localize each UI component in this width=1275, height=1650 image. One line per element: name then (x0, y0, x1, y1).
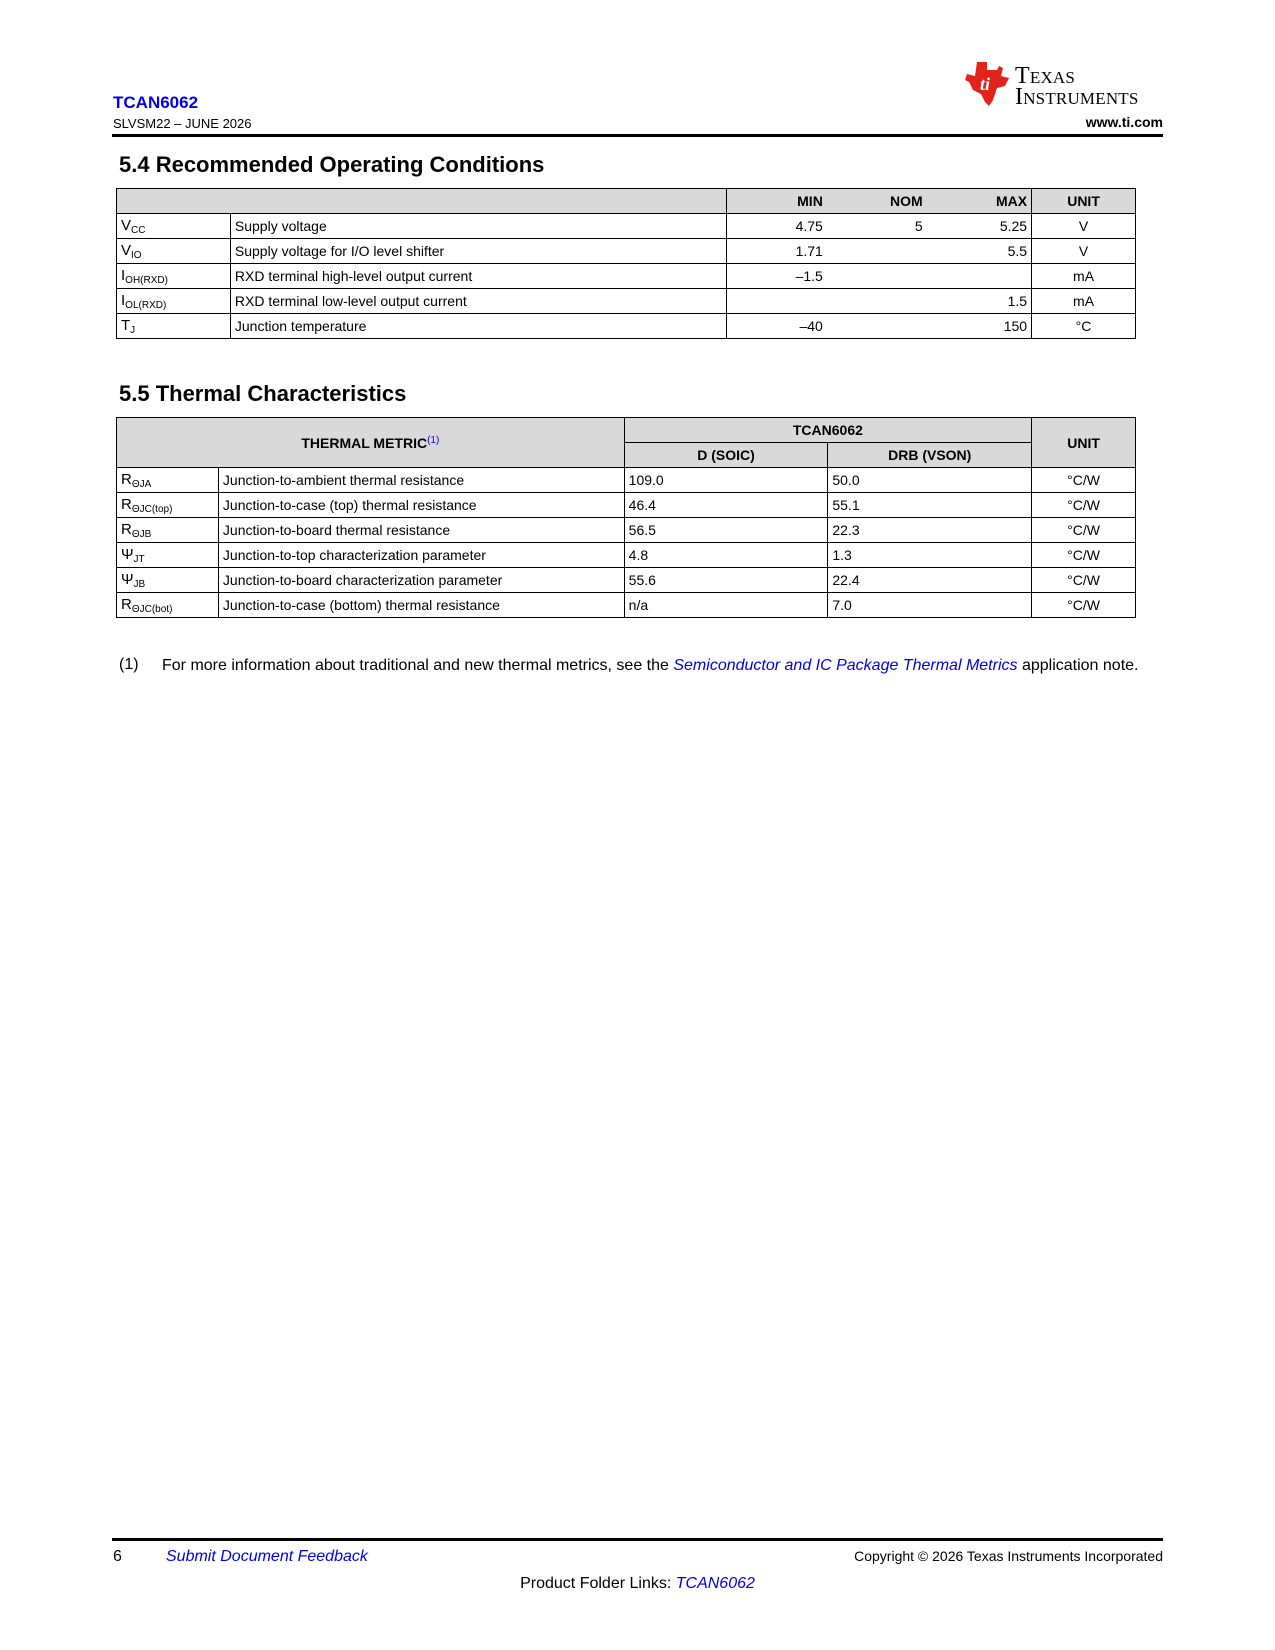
description-cell: Supply voltage for I/O level shifter (230, 239, 727, 264)
col-nom: NOM (827, 189, 927, 214)
symbol-cell (117, 593, 219, 618)
symbol-cell (117, 214, 231, 239)
table-row (117, 468, 1136, 493)
col-unit: UNIT (1032, 418, 1136, 468)
description-cell: RXD terminal high-level output current (230, 264, 727, 289)
description-cell: Junction-to-board thermal resistance (218, 518, 624, 543)
symbol: V (121, 241, 132, 259)
section-title-thermal: 5.5 Thermal Characteristics (119, 381, 407, 406)
ti-state-icon (963, 60, 1011, 108)
symbol-subscript: ΘJA (131, 478, 152, 490)
product-links-label: Product Folder Links: (520, 1575, 676, 1592)
min-cell: 4.75 (727, 214, 827, 239)
description-cell: Junction-to-top characterization parameter (218, 543, 624, 568)
symbol: Ψ (121, 545, 134, 563)
max-cell: 150 (927, 314, 1032, 339)
vson-value-cell: 1.3 (828, 543, 1032, 568)
table-row (117, 568, 1136, 593)
col-device: TCAN6062 (624, 418, 1031, 443)
symbol: R (121, 595, 132, 613)
symbol: I (121, 266, 126, 284)
symbol-cell (117, 314, 231, 339)
section-title-rec: 5.4 Recommended Operating Conditions (119, 152, 545, 177)
symbol: R (121, 520, 132, 538)
symbol: Ψ (121, 570, 134, 588)
symbol-cell (117, 493, 219, 518)
soic-value-cell: 4.8 (624, 543, 828, 568)
symbol-subscript: CC (131, 224, 146, 236)
footnote-text-after: application note. (1017, 657, 1139, 674)
unit-cell: °C/W (1032, 543, 1136, 568)
min-cell: 1.71 (727, 239, 827, 264)
symbol-subscript: ΘJC(bot) (131, 603, 173, 615)
vson-value-cell: 7.0 (828, 593, 1032, 618)
logo-line-1: Texas (1015, 63, 1076, 89)
min-cell (727, 289, 827, 314)
nom-cell (827, 314, 927, 339)
ti-logo (963, 60, 1168, 112)
unit-cell: mA (1032, 289, 1136, 314)
document-id: SLVSM22 – JUNE 2026 (113, 116, 252, 131)
soic-value-cell: n/a (624, 593, 828, 618)
nom-cell (827, 289, 927, 314)
max-cell: 1.5 (927, 289, 1032, 314)
part-number: TCAN6062 (113, 93, 199, 112)
description-cell: Junction-to-case (bottom) thermal resistance (218, 593, 624, 618)
website-link[interactable]: www.ti.com (1085, 114, 1163, 130)
symbol: R (121, 495, 132, 513)
product-folder-links (0, 1575, 1275, 1593)
description-cell: RXD terminal low-level output current (230, 289, 727, 314)
table-row (117, 493, 1136, 518)
unit-cell: °C (1032, 314, 1136, 339)
table-header-row (117, 189, 1136, 214)
col-unit: UNIT (1032, 189, 1136, 214)
table-row (117, 314, 1136, 339)
symbol-cell (117, 568, 219, 593)
footer-rule (112, 1538, 1163, 1541)
min-cell: –40 (727, 314, 827, 339)
soic-value-cell: 56.5 (624, 518, 828, 543)
soic-value-cell: 55.6 (624, 568, 828, 593)
symbol-cell (117, 543, 219, 568)
symbol-subscript: OH(RXD) (125, 274, 168, 286)
col-min: MIN (727, 189, 827, 214)
footnote-text (162, 656, 1152, 676)
max-cell: 5.5 (927, 239, 1032, 264)
symbol-subscript: OL(RXD) (125, 299, 167, 311)
table-row (117, 239, 1136, 264)
footnote-text-before: For more information about traditional and new thermal metrics, see the (162, 657, 674, 674)
unit-cell: °C/W (1032, 493, 1136, 518)
table-header-row (117, 418, 1136, 443)
symbol-cell (117, 264, 231, 289)
max-cell: 5.25 (927, 214, 1032, 239)
unit-cell: °C/W (1032, 518, 1136, 543)
nom-cell: 5 (827, 214, 927, 239)
page-number: 6 (113, 1548, 122, 1565)
rec-operating-table (116, 188, 1136, 339)
thermal-metrics-link[interactable]: Semiconductor and IC Package Thermal Metrics (673, 657, 1018, 674)
logo-wordmark (1015, 63, 1139, 110)
unit-cell: V (1032, 214, 1136, 239)
product-link[interactable]: TCAN6062 (675, 1575, 755, 1592)
thermal-table (116, 417, 1136, 618)
symbol-cell (117, 289, 231, 314)
symbol: V (121, 216, 132, 234)
table-row (117, 518, 1136, 543)
symbol-cell (117, 518, 219, 543)
svg-text:ti: ti (980, 74, 991, 94)
table-row (117, 593, 1136, 618)
footnote-ref[interactable]: (1) (427, 434, 440, 446)
unit-cell: °C/W (1032, 593, 1136, 618)
col-pkg-vson: DRB (VSON) (828, 443, 1032, 468)
copyright: Copyright © 2026 Texas Instruments Incorporated (854, 1548, 1163, 1564)
description-cell: Junction temperature (230, 314, 727, 339)
description-cell: Junction-to-case (top) thermal resistance (218, 493, 624, 518)
description-cell: Junction-to-ambient thermal resistance (218, 468, 624, 493)
vson-value-cell: 22.4 (828, 568, 1032, 593)
symbol: T (121, 316, 131, 334)
unit-cell: V (1032, 239, 1136, 264)
col-pkg-soic: D (SOIC) (624, 443, 828, 468)
footnote-number: (1) (119, 656, 139, 673)
vson-value-cell: 50.0 (828, 468, 1032, 493)
symbol-subscript: ΘJB (131, 528, 152, 540)
symbol-subscript: IO (131, 249, 142, 261)
nom-cell (827, 239, 927, 264)
unit-cell: °C/W (1032, 468, 1136, 493)
table-row (117, 264, 1136, 289)
description-cell: Supply voltage (230, 214, 727, 239)
symbol: R (121, 470, 132, 488)
table-row (117, 289, 1136, 314)
blank-header (117, 189, 727, 214)
symbol-subscript: JB (133, 578, 146, 590)
symbol-subscript: JT (133, 553, 145, 565)
symbol-subscript: J (130, 324, 136, 336)
col-max: MAX (927, 189, 1032, 214)
description-cell: Junction-to-board characterization parameter (218, 568, 624, 593)
vson-value-cell: 22.3 (828, 518, 1032, 543)
vson-value-cell: 55.1 (828, 493, 1032, 518)
table-row (117, 543, 1136, 568)
symbol-cell (117, 239, 231, 264)
symbol: I (121, 291, 126, 309)
max-cell (927, 264, 1032, 289)
col-thermal-metric (117, 418, 625, 468)
unit-cell: °C/W (1032, 568, 1136, 593)
min-cell: –1.5 (727, 264, 827, 289)
symbol-subscript: ΘJC(top) (131, 503, 173, 515)
nom-cell (827, 264, 927, 289)
unit-cell: mA (1032, 264, 1136, 289)
soic-value-cell: 46.4 (624, 493, 828, 518)
soic-value-cell: 109.0 (624, 468, 828, 493)
submit-feedback-link[interactable]: Submit Document Feedback (166, 1548, 368, 1565)
table-row (117, 214, 1136, 239)
header-rule (112, 134, 1163, 137)
symbol-cell (117, 468, 219, 493)
logo-line-2: Instruments (1015, 84, 1139, 110)
thermal-metric-label: THERMAL METRIC (301, 434, 428, 451)
